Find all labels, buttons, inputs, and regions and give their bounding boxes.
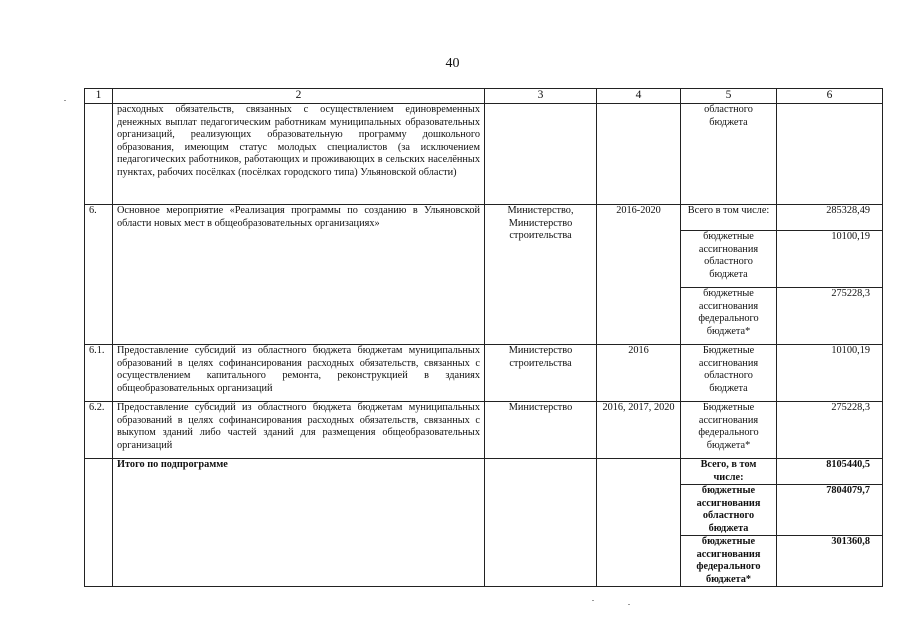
header-cell: 1 [85,89,113,104]
table-row [85,345,883,402]
header-cell: 4 [597,89,681,104]
row-number: 6.2. [85,402,113,459]
row-amount: 275228,3 [777,402,883,459]
row-description: Предоставление субсидий из областного бюджета бюджетам муниципальных образований в целях софинансирования расходных обязательств, связанных с выкупом зданий либо частей зданий для размещения общеобразовательных организаций [113,402,485,459]
row-number [85,104,113,205]
row-amount: 301360,8 [777,536,883,587]
row-source: областного бюджета [681,104,777,205]
table-row [85,205,883,231]
row-amount: 7804079,7 [777,485,883,536]
row-source: Всего в том числе: [681,205,777,231]
table-row [85,402,883,459]
row-years [597,104,681,205]
row-source: бюджетные ассигнования областного бюджета [681,231,777,288]
table-row [85,104,883,205]
scan-speck [592,600,594,601]
row-amount: 8105440,5 [777,459,883,485]
row-source: бюджетные ассигнования областного бюджета [681,485,777,536]
row-number: 6.1. [85,345,113,402]
header-cell: 2 [113,89,485,104]
row-source: Всего, в том числе: [681,459,777,485]
row-source: бюджетные ассигнования федерального бюджета* [681,536,777,587]
row-executor: Министерство [485,402,597,459]
row-years: 2016, 2017, 2020 [597,402,681,459]
row-executor: Министерство строительства [485,345,597,402]
row-executor: Министерство, Министерство строительства [485,205,597,345]
row-executor [485,459,597,587]
header-cell: 5 [681,89,777,104]
page-number: 40 [445,56,460,71]
row-amount: 10100,19 [777,231,883,288]
header-row [85,89,883,104]
header-cell: 6 [777,89,883,104]
row-source: Бюджетные ассигнования федерального бюджета* [681,402,777,459]
header-cell: 3 [485,89,597,104]
table-row [85,459,883,485]
program-table [84,88,883,587]
row-description: Предоставление субсидий из областного бюджета бюджетам муниципальных образований в целях софинансирования расходных обязательств, связанных с осуществлением капитального ремонта, реконструкцией в зданиях общеобразовательных организаций [113,345,485,402]
scan-speck [628,604,630,605]
row-source: бюджетные ассигнования федерального бюджета* [681,288,777,345]
row-years: 2016 [597,345,681,402]
row-years [597,459,681,587]
row-amount [777,104,883,205]
row-amount: 285328,49 [777,205,883,231]
row-description: расходных обязательств, связанных с осуществлением единовременных денежных выплат педагогическим работникам муниципальных образовательных организаций, реализующих образовательную программу дошкольного образования, имеющим статус молодых специалистов (за исключением педагогических работников, работающих и проживающих в сельских населённых пунктах, рабочих посёлках (посёлках городского типа) Ульяновской области) [113,104,485,205]
row-amount: 275228,3 [777,288,883,345]
row-amount: 10100,19 [777,345,883,402]
total-label: Итого по подпрограмме [113,459,485,587]
row-executor [485,104,597,205]
row-number [85,459,113,587]
scan-speck [64,100,66,101]
row-number: 6. [85,205,113,345]
row-source: Бюджетные ассигнования областного бюджета [681,345,777,402]
row-description: Основное мероприятие «Реализация программы по созданию в Ульяновской области новых мест в общеобразовательных организациях» [113,205,485,345]
row-years: 2016-2020 [597,205,681,345]
